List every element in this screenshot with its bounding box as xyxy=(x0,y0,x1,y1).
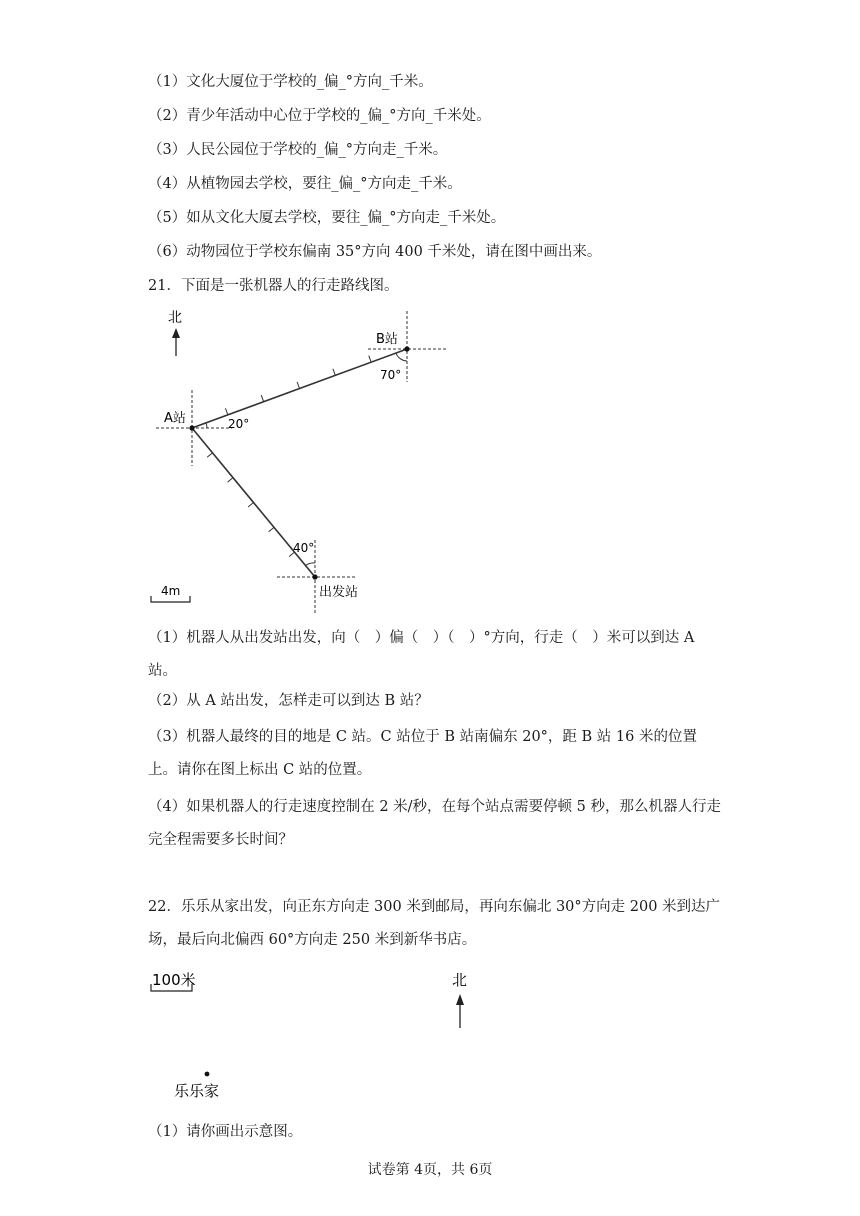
q21-item-2: （2）从 A 站出发，怎样走可以到达 B 站？ xyxy=(148,693,429,709)
page-footer: 试卷第 4页，共 6页 xyxy=(367,1162,493,1178)
angle-start-label: 40° xyxy=(293,541,315,555)
station-a-point xyxy=(189,425,194,430)
q22-north-label: 北 xyxy=(452,971,468,989)
station-b-point xyxy=(404,346,409,351)
route-tick xyxy=(333,369,335,376)
angle-a-arc xyxy=(206,423,207,428)
route-tick xyxy=(248,503,253,507)
q21-item-4: （4）如果机器人的行走速度控制在 2 米/秒，在每个站点需要停顿 5 秒，那么机器人行走完全程需要多长时间？ xyxy=(148,799,721,848)
angle-b-arc xyxy=(396,353,407,361)
q20-item-2: （2）青少年活动中心位于学校的_偏_°方向_千米处。 xyxy=(148,108,491,124)
q20-item-6: （6）动物园位于学校东偏南 35°方向 400 千米处，请在图中画出来。 xyxy=(148,244,602,260)
q22-scale-label: 100米 xyxy=(152,971,196,989)
start-station-point xyxy=(312,574,317,579)
angle-a-label: 20° xyxy=(228,417,250,431)
start-station-label: 出发站 xyxy=(319,585,359,600)
scale-label: 4m xyxy=(161,584,181,598)
route-tick xyxy=(261,395,263,402)
north-label: 北 xyxy=(168,310,182,326)
station-a-label: A站 xyxy=(164,411,186,426)
q21-item-1: （1）机器人从出发站出发，向（ ）偏（ ）（ ）°方向，行走（ ）米可以到达 A 站。 xyxy=(148,630,695,679)
q22-title: 22．乐乐从家出发，向正东方向走 300 米到邮局，再向东偏北 30°方向走 200 米到达广场，最后向北偏西 60°方向走 250 米到新华书店。 xyxy=(148,899,721,948)
angle-b-label: 70° xyxy=(380,368,402,382)
q21-item-3: （3）机器人最终的目的地是 C 站。C 站位于 B 站南偏东 20°，距 B 站 16 米的位置上。请你在图上标出 C 站的位置。 xyxy=(148,729,697,778)
lele-home-point xyxy=(205,1072,210,1077)
lele-home-label: 乐乐家 xyxy=(174,1082,220,1100)
q20-item-1: （1）文化大厦位于学校的_偏_°方向_千米。 xyxy=(148,74,433,90)
q20-item-3: （3）人民公园位于学校的_偏_°方向走_千米。 xyxy=(148,142,448,158)
route-tick xyxy=(228,478,233,482)
q22-item-1: （1）请你画出示意图。 xyxy=(148,1124,303,1140)
north-arrow-icon xyxy=(172,328,180,356)
route-tick xyxy=(269,527,274,531)
route-tick xyxy=(369,356,371,363)
lele-route-canvas xyxy=(0,960,860,1100)
q20-item-5: （5）如从文化大厦去学校，要往_偏_°方向走_千米处。 xyxy=(148,210,506,226)
q20-item-4: （4）从植物园去学校，要往_偏_°方向走_千米。 xyxy=(148,176,462,192)
q21-title: 21．下面是一张机器人的行走路线图。 xyxy=(148,278,399,294)
q22-north-arrow-icon xyxy=(456,994,464,1028)
route-tick xyxy=(207,453,212,457)
route-tick xyxy=(225,408,227,415)
station-b-label: B站 xyxy=(376,332,398,347)
route-tick xyxy=(297,382,299,389)
route-tick-marks xyxy=(207,356,371,557)
